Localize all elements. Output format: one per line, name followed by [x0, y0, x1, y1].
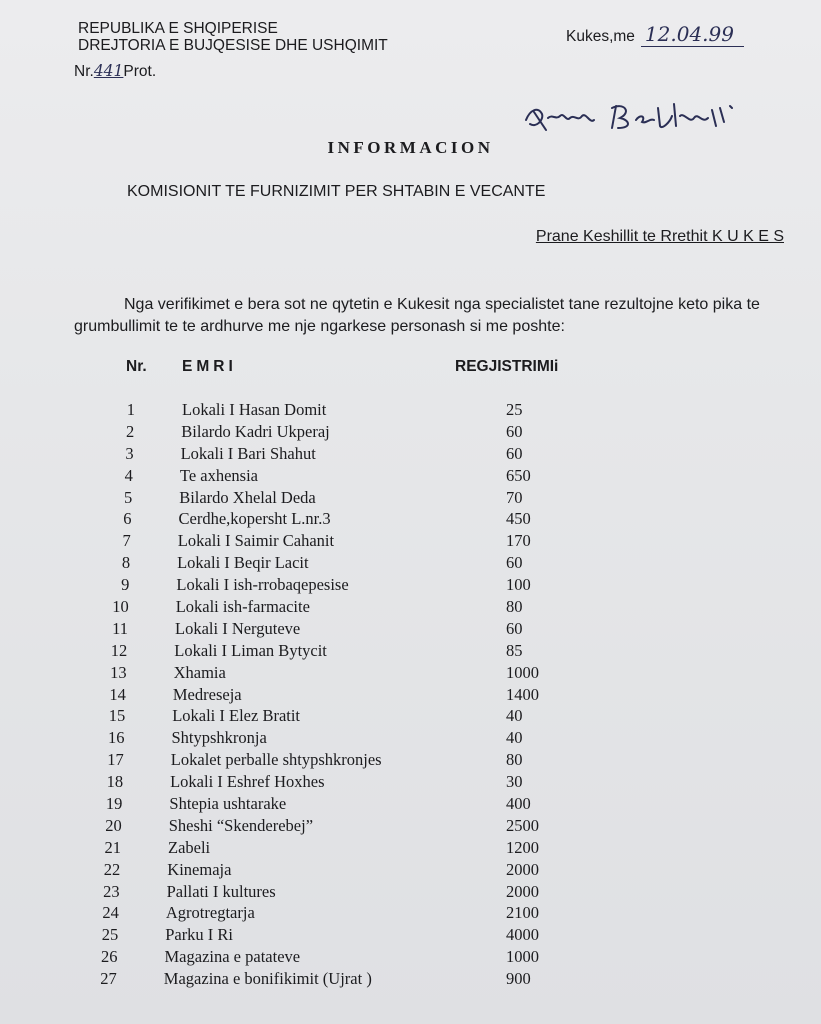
row-registration: 2100	[506, 903, 539, 923]
row-number: 14	[109, 684, 126, 704]
intro-paragraph: Nga verifikimet e bera sot ne qytetin e Kukesit nga specialistet tane rezultojne keto pika te grumbullimit te te ardhurve me nje ngarkese personash si me poshte:	[74, 296, 760, 335]
row-number: 12	[110, 640, 128, 660]
table-row	[0, 728, 821, 750]
header-republic: REPUBLIKA E SHQIPERISE	[78, 20, 278, 37]
row-registration: 1000	[506, 947, 539, 967]
table-row	[0, 685, 821, 707]
table-row	[0, 860, 821, 882]
table-row	[0, 882, 821, 904]
table-row	[0, 925, 821, 947]
row-registration: 60	[506, 553, 523, 573]
row-number: 15	[108, 706, 126, 726]
row-number: 27	[100, 969, 117, 989]
row-name: Pallati I kultures	[166, 881, 276, 901]
row-name: Cerdhe,kopersht L.nr.3	[178, 509, 331, 529]
protocol-suffix: Prot.	[123, 63, 157, 80]
row-name: Sheshi “Skenderebej”	[168, 815, 314, 835]
row-registration: 900	[506, 969, 531, 989]
row-name: Lokalet perballe shtypshkronjes	[170, 750, 382, 770]
table-row	[0, 400, 821, 422]
row-number: 6	[123, 509, 132, 529]
row-name: Kinemaja	[167, 859, 232, 879]
table-row	[0, 466, 821, 488]
row-registration: 25	[506, 400, 523, 419]
row-name: Agrotregtarja	[165, 903, 255, 923]
row-number: 19	[105, 794, 123, 814]
row-name: Lokali I Elez Bratit	[172, 706, 301, 726]
protocol-number-handwritten: 441	[93, 62, 124, 80]
row-registration: 60	[506, 443, 523, 463]
row-registration: 170	[506, 531, 531, 551]
row-name: Shtepia ushtarake	[169, 794, 287, 814]
document-addressee: Prane Keshillit te Rrethit K U K E S	[535, 228, 784, 245]
row-name: Zabeli	[168, 837, 211, 857]
row-number: 18	[106, 772, 124, 792]
row-registration: 2500	[506, 815, 539, 835]
row-name: Lokali I ish-rrobaqepesise	[176, 575, 349, 595]
row-registration: 30	[506, 772, 523, 792]
table-row	[0, 903, 821, 925]
table-row	[0, 531, 821, 553]
table-row	[0, 772, 821, 794]
row-registration: 1000	[506, 662, 539, 682]
row-number: 9	[121, 575, 130, 595]
row-registration: 85	[506, 640, 523, 660]
row-name: Shtypshkronja	[171, 728, 267, 748]
row-number: 22	[103, 859, 121, 879]
row-registration: 2000	[506, 859, 539, 879]
table-row	[0, 794, 821, 816]
column-header-nr: Nr.	[126, 358, 147, 375]
table-row	[0, 575, 821, 597]
row-registration: 60	[506, 618, 523, 638]
row-registration: 450	[506, 509, 531, 529]
row-name: Lokali I Nerguteve	[175, 618, 301, 638]
row-name: Lokali I Beqir Lacit	[177, 553, 309, 573]
row-name: Lokali I Hasan Domit	[182, 400, 327, 419]
table-row	[0, 553, 821, 575]
row-name: Medreseja	[172, 684, 242, 704]
handwritten-signature	[520, 98, 760, 143]
table-row	[0, 619, 821, 641]
date-handwritten: 12.04.99	[641, 22, 744, 47]
row-name: Magazina e bonifikimit (Ujrat )	[163, 969, 372, 989]
document-title: INFORMACION	[327, 138, 494, 157]
row-name: Parku I Ri	[165, 925, 234, 945]
header-directorate: DREJTORIA E BUJQESISE DHE USHQIMIT	[78, 37, 388, 54]
signature-graphic	[520, 98, 760, 138]
table-row	[0, 444, 821, 466]
row-registration: 4000	[506, 925, 539, 945]
row-registration: 1400	[506, 684, 539, 704]
table-row	[0, 969, 821, 991]
row-number: 25	[101, 925, 119, 945]
row-registration: 400	[506, 794, 531, 814]
row-name: Magazina e patateve	[164, 947, 301, 967]
row-number: 2	[126, 421, 135, 441]
table-row	[0, 488, 821, 510]
row-registration: 1200	[506, 837, 539, 857]
header-date	[566, 22, 744, 47]
document-subtitle: KOMISIONIT TE FURNIZIMIT PER SHTABIN E VECANTE	[127, 183, 546, 200]
date-prefix: Kukes,me	[566, 28, 635, 45]
row-number: 13	[110, 662, 127, 682]
row-name: Lokali I Saimir Cahanit	[177, 531, 335, 551]
row-number: 5	[123, 487, 133, 507]
row-name: Bilardo Kadri Ukperaj	[181, 421, 330, 441]
row-name: Bilardo Xhelal Deda	[179, 487, 316, 507]
row-number: 17	[107, 750, 124, 770]
row-registration: 80	[506, 597, 523, 617]
row-name: Lokali I Eshref Hoxhes	[170, 772, 325, 792]
table-row	[0, 641, 821, 663]
row-name: Lokali ish-farmacite	[175, 597, 310, 617]
table-row	[0, 422, 821, 444]
row-registration: 80	[506, 750, 523, 770]
row-number: 26	[101, 947, 118, 967]
row-number: 8	[121, 553, 131, 573]
row-number: 3	[125, 443, 134, 463]
registration-table-body	[0, 400, 821, 991]
row-registration: 60	[506, 421, 523, 441]
column-header-name: EMRI	[182, 358, 237, 375]
row-registration: 650	[506, 465, 531, 485]
row-number: 24	[102, 903, 119, 923]
row-number: 11	[112, 618, 128, 638]
row-name: Te axhensia	[179, 465, 258, 485]
row-number: 10	[112, 597, 129, 617]
row-name: Xhamia	[173, 662, 226, 682]
row-number: 21	[104, 837, 121, 857]
table-row	[0, 509, 821, 531]
table-row	[0, 597, 821, 619]
row-registration: 40	[506, 706, 523, 726]
row-number: 4	[124, 465, 133, 485]
row-name: Lokali I Liman Bytycit	[174, 640, 327, 660]
row-number: 16	[108, 728, 125, 748]
protocol-prefix: Nr.	[74, 63, 94, 80]
row-registration: 100	[506, 575, 531, 595]
column-header-registration: REGJISTRIMIi	[455, 358, 559, 375]
row-registration: 40	[506, 728, 523, 748]
row-registration: 2000	[506, 881, 539, 901]
table-row	[0, 947, 821, 969]
table-row	[0, 750, 821, 772]
row-number: 1	[126, 400, 135, 419]
row-number: 23	[103, 881, 120, 901]
table-row	[0, 663, 821, 685]
header-protocol-number	[74, 61, 156, 82]
row-number: 7	[122, 531, 131, 551]
row-registration: 70	[506, 487, 523, 507]
table-row	[0, 838, 821, 860]
row-name: Lokali I Bari Shahut	[180, 443, 316, 463]
row-number: 20	[105, 815, 122, 835]
table-row	[0, 706, 821, 728]
table-row	[0, 816, 821, 838]
